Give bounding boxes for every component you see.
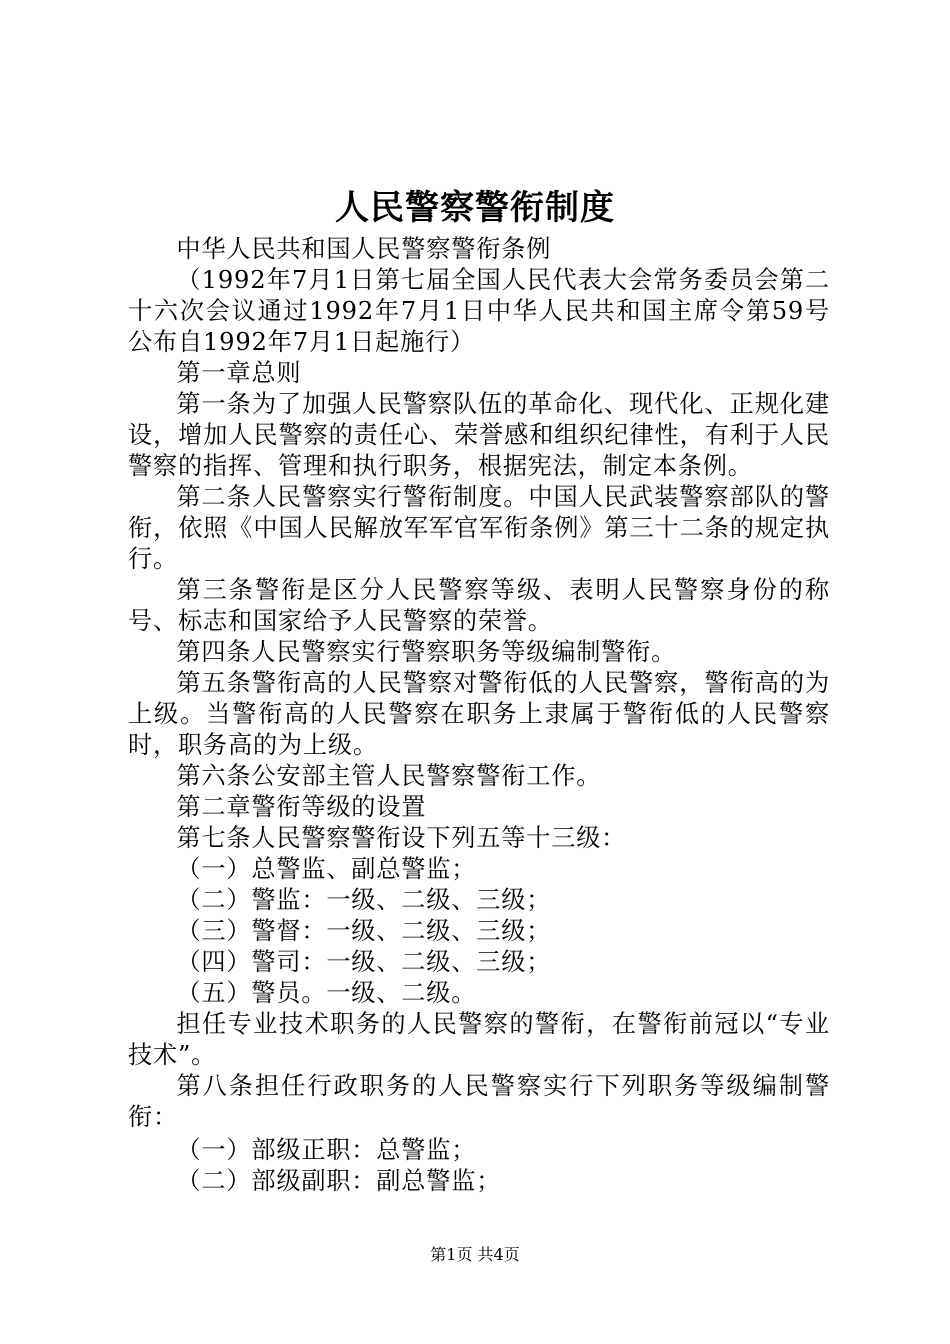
paragraph: 第六条公安部主管人民警察警衔工作。	[176, 762, 602, 790]
list-item: （二）警监：一级、二级、三级；	[176, 886, 552, 914]
paragraph: 第七条人民警察警衔设下列五等十三级：	[176, 824, 627, 852]
list-item: （一）部级正职：总警监；	[176, 1136, 477, 1164]
paragraph: 担任专业技术职务的人民警察的警衔，在警衔前冠以“专业技术”。	[128, 1010, 830, 1069]
paragraph: 第四条人民警察实行警察职务等级编制警衔。	[176, 638, 677, 666]
list-item: （二）部级副职：副总警监；	[176, 1167, 502, 1195]
paragraph: （1992年7月1日第七届全国人民代表大会常务委员会第二十六次会议通过1992年7月1日中华人民共和国主席令第59号公布自1992年7月1日起施行）	[128, 266, 830, 356]
page-footer	[0, 1243, 950, 1267]
document-body	[128, 234, 830, 1197]
paragraph: 中华人民共和国人民警察警衔条例	[176, 235, 552, 263]
paragraph: 第八条担任行政职务的人民警察实行下列职务等级编制警衔：	[128, 1072, 830, 1131]
paragraph: 第三条警衔是区分人民警察等级、表明人民警察身份的称号、标志和国家给予人民警察的荣誉。	[128, 576, 830, 635]
paragraph: 第二章警衔等级的设置	[176, 793, 427, 821]
paragraph: 第二条人民警察实行警衔制度。中国人民武装警察部队的警衔，依照《中国人民解放军军官军衔条例》第三十二条的规定执行。	[128, 483, 830, 573]
page-indicator: 第1页 共4页	[430, 1245, 520, 1264]
paragraph: 第一章总则	[176, 359, 302, 387]
paragraph: 第五条警衔高的人民警察对警衔低的人民警察，警衔高的为上级。当警衔高的人民警察在职务上隶属于警衔低的人民警察时，职务高的为上级。	[128, 669, 830, 759]
paragraph: 第一条为了加强人民警察队伍的革命化、现代化、正规化建设，增加人民警察的责任心、荣誉感和组织纪律性，有利于人民警察的指挥、管理和执行职务，根据宪法，制定本条例。	[128, 390, 830, 480]
list-item: （四）警司：一级、二级、三级；	[176, 948, 552, 976]
list-item: （一）总警监、副总警监；	[176, 855, 477, 883]
list-item: （三）警督：一级、二级、三级；	[176, 917, 552, 945]
document-title: 人民警察警衔制度	[335, 188, 615, 228]
list-item: （五）警员。一级、二级。	[176, 979, 477, 1007]
